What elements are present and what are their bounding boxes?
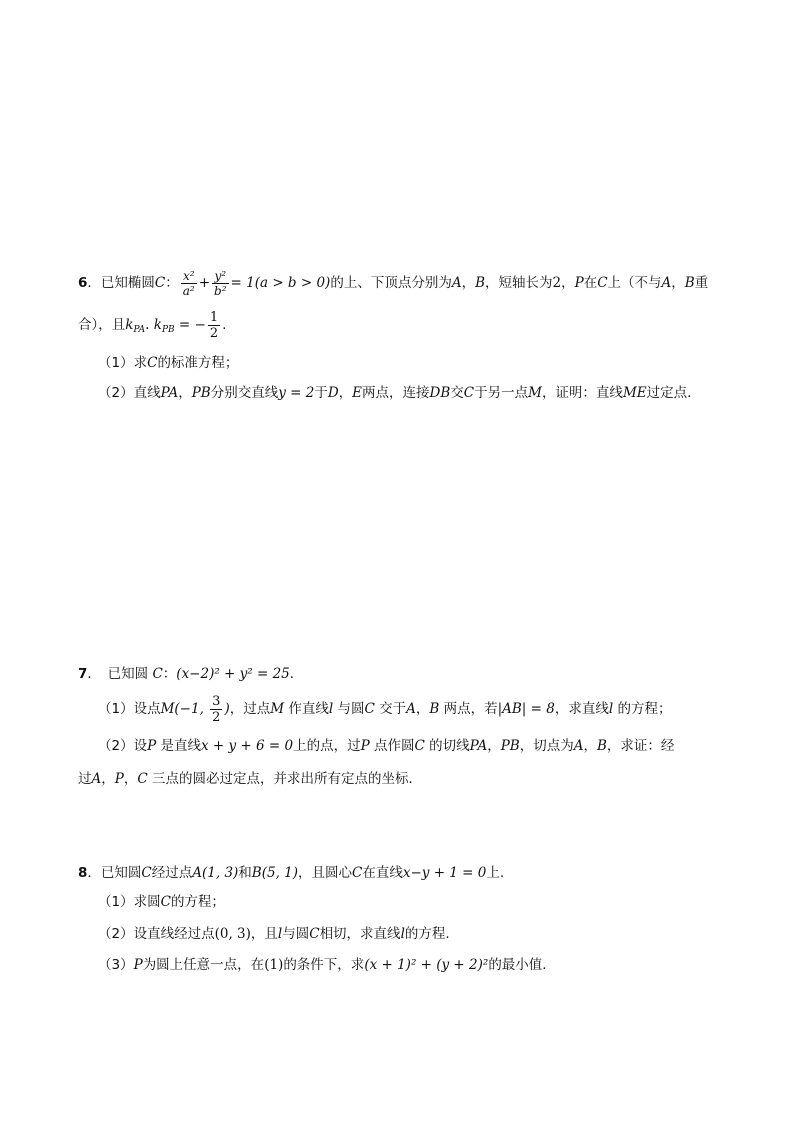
q8-line1: 8．已知圆C经过点A(1, 3)和B(5, 1)，且圆心C在直线x−y + 1 = 0上. bbox=[78, 865, 505, 881]
q7-number: 7 bbox=[78, 666, 88, 682]
q6-line1: 6．已知椭圆C： $\frac{\text{x²}}{\text{a²}}$ + $\frac{\text{y²}}{\text{b²}}$ = 1(a > b > 0)的上、下顶点分别为A，B，短轴长为2，P在C上（不与A，B重 bbox=[78, 268, 709, 298]
q8-part2: （2）设直线经过点(0, 3)，且l与圆C相切，求直线l的方程. bbox=[98, 926, 450, 942]
q7-line1: 7． 已知圆 C：(x−2)² + y² = 25． bbox=[78, 666, 304, 682]
q7-frac: $\frac{3}{2}$ bbox=[212, 693, 221, 725]
q6-part1: （1）求C的标准方程； bbox=[98, 355, 239, 371]
q8-part1: （1）求圆C的方程； bbox=[98, 894, 225, 910]
q6-line2: 合），且$k_{PA}$. $k_{PB}$ = − $\frac{1}{2}$ . bbox=[78, 309, 227, 341]
q7-part1: （1）设点M(−1, $\frac{3}{2}$ )，过点M 作直线l 与圆C 交于A，B 两点，若|AB| = 8，求直线l 的方程； bbox=[98, 693, 672, 725]
q8-number: 8 bbox=[78, 865, 88, 881]
q6-frac-y: $\frac{\text{y²}}{\text{b²}}$ bbox=[214, 268, 227, 298]
q8-part3: （3）P为圆上任意一点，在(1)的条件下，求(x + 1)² + (y + 2)²的最小值. bbox=[98, 957, 547, 973]
q6-number: 6 bbox=[78, 275, 88, 291]
q7-part2-line1: （2）设P 是直线x + y + 6 = 0上的点，过P 点作圆C 的切线PA，PB，切点为A，B，求证：经 bbox=[98, 738, 675, 754]
q6-frac-x: $\frac{\text{x²}}{\text{a²}}$ bbox=[182, 268, 195, 298]
q7-part2-line2: 过A，P，C 三点的圆必过定点，并求出所有定点的坐标． bbox=[78, 771, 422, 787]
q6-part2: （2）直线PA，PB分别交直线y = 2于D，E两点，连接DB交C于另一点M，证明：直线ME过定点. bbox=[98, 385, 692, 401]
q6-frac-half: $\frac{1}{2}$ bbox=[209, 309, 219, 341]
